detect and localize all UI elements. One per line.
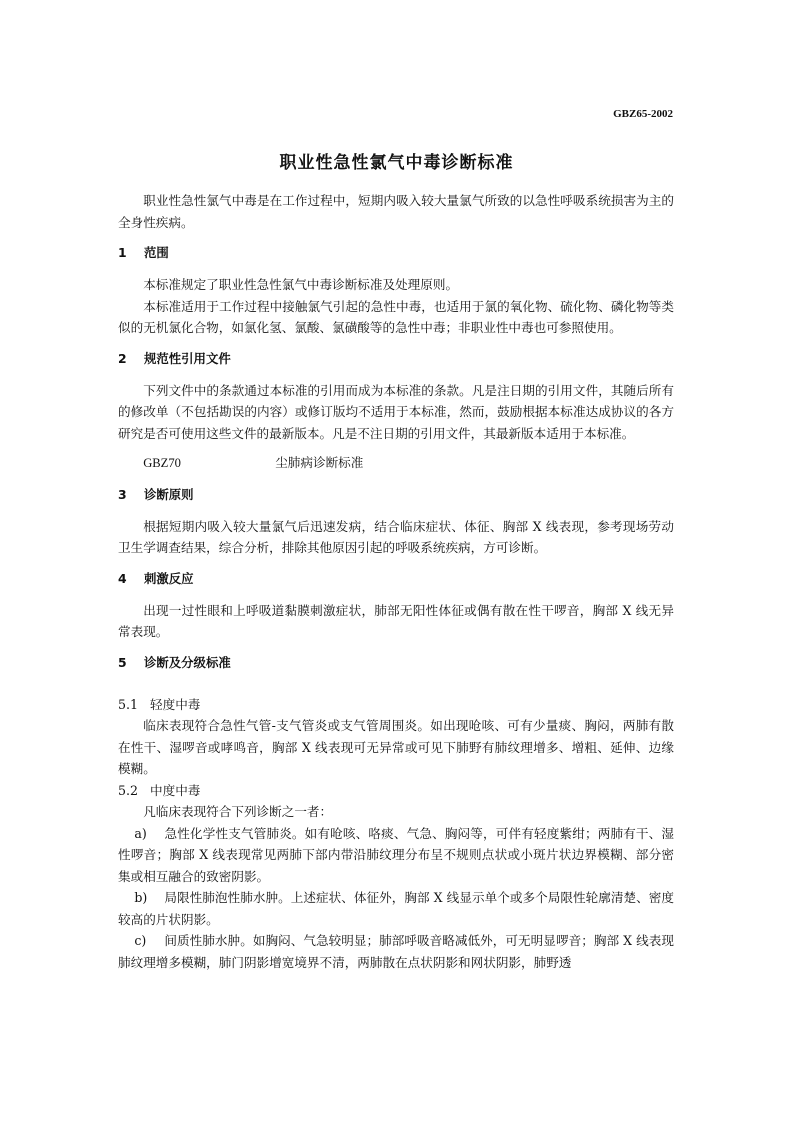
section-number: 3 [118, 486, 127, 502]
list-item-a [118, 823, 674, 888]
section-number: 5 [118, 654, 127, 670]
subsection-5-1-heading [118, 694, 674, 716]
section-title: 诊断原则 [144, 486, 194, 502]
section-5-heading [118, 652, 674, 673]
section-number: 1 [118, 245, 127, 260]
list-item-letter: c) [134, 933, 147, 948]
subsection-5-2-paragraph: 凡临床表现符合下列诊断之一者： [143, 804, 333, 819]
normative-reference [118, 452, 674, 475]
section-2-heading [118, 348, 674, 369]
subsection-title: 中度中毒 [150, 782, 201, 798]
list-item-text: 急性化学性支气管肺炎。如有呛咳、咯痰、气急、胸闷等，可伴有轻度紫绀；两肺有干、湿性啰音；胸部 X 线表现常见两肺下部内带沿肺纹理分布呈不规则点状或小斑片状边界模糊、部分密集或相互融合的致密阴影。 [118, 825, 674, 884]
document-title: 职业性急性氯气中毒诊断标准 [279, 153, 514, 173]
section-3-heading [118, 484, 674, 505]
list-item-letter: a) [134, 825, 147, 841]
section-number: 4 [118, 570, 127, 586]
list-item-letter: b) [134, 890, 148, 905]
intro-paragraph: 职业性急性氯气中毒是在工作过程中，短期内吸入较大量氯气所致的以急性呼吸系统损害为主的全身性疾病。 [118, 193, 674, 230]
section-title: 范围 [144, 245, 169, 260]
section-1-heading [118, 242, 674, 263]
section-4-heading [118, 568, 674, 589]
reference-code: GBZ70 [143, 456, 181, 470]
subsection-5-2-heading [118, 780, 674, 802]
section-1-paragraph-1: 本标准规定了职业性急性氯气中毒诊断标准及处理原则。 [143, 277, 459, 292]
list-item-text: 局限性肺泡性肺水肿。上述症状、体征外，胸部 X 线显示单个或多个局限性轮廓清楚、密度较高的片状阴影。 [118, 890, 674, 927]
subsection-number: 5.2 [118, 782, 139, 798]
section-1-paragraph-2: 本标准适用于工作过程中接触氯气引起的急性中毒，也适用于氯的氧化物、硫化物、磷化物等类似的无机氯化合物，如氯化氢、氯酸、氯磺酸等的急性中毒；非职业性中毒也可参照使用。 [118, 298, 674, 335]
section-number: 2 [118, 350, 127, 366]
subsection-5-1-paragraph: 临床表现符合急性气管-支气管炎或支气管周围炎。如出现呛咳、可有少量痰、胸闷，两肺有散在性干、湿啰音或哮鸣音，胸部 X 线表现可无异常或可见下肺野有肺纹理增多、增粗、延伸、边缘模糊。 [118, 718, 674, 776]
section-3-paragraph-1: 根据短期内吸入较大量氯气后迅速发病，结合临床症状、体征、胸部 X 线表现，参考现场劳动卫生学调查结果，综合分析，排除其他原因引起的呼吸系统疾病，方可诊断。 [118, 518, 674, 555]
list-item-text: 间质性肺水肿。如胸闷、气急较明显；肺部呼吸音略减低外，可无明显啰音；胸部 X 线表现肺纹理增多模糊，肺门阴影增宽境界不清，两肺散在点状阴影和网状阴影，肺野透 [118, 933, 674, 970]
section-2-paragraph-1: 下列文件中的条款通过本标准的引用而成为本标准的条款。凡是注日期的引用文件，其随后所有的修改单（不包括勘误的内容）或修订版均不适用于本标准，然而，鼓励根据本标准达成协议的各方研究是否可使用这些文件的最新版本。凡是不注日期的引用文件，其最新版本适用于本标准。 [118, 382, 674, 441]
subsection-number: 5.1 [118, 696, 139, 712]
list-item-b [118, 887, 674, 930]
document-body [118, 190, 674, 973]
list-item-c [118, 930, 674, 973]
section-title: 诊断及分级标准 [144, 654, 231, 670]
section-4-paragraph-1: 出现一过性眼和上呼吸道黏膜刺激症状，肺部无阳性体征或偶有散在性干啰音，胸部 X 线无异常表现。 [118, 602, 674, 639]
section-title: 刺激反应 [144, 570, 194, 586]
section-title: 规范性引用文件 [144, 350, 231, 366]
subsection-title: 轻度中毒 [150, 696, 201, 712]
reference-name: 尘肺病诊断标准 [275, 455, 364, 470]
standard-code: GBZ65-2002 [613, 108, 673, 120]
